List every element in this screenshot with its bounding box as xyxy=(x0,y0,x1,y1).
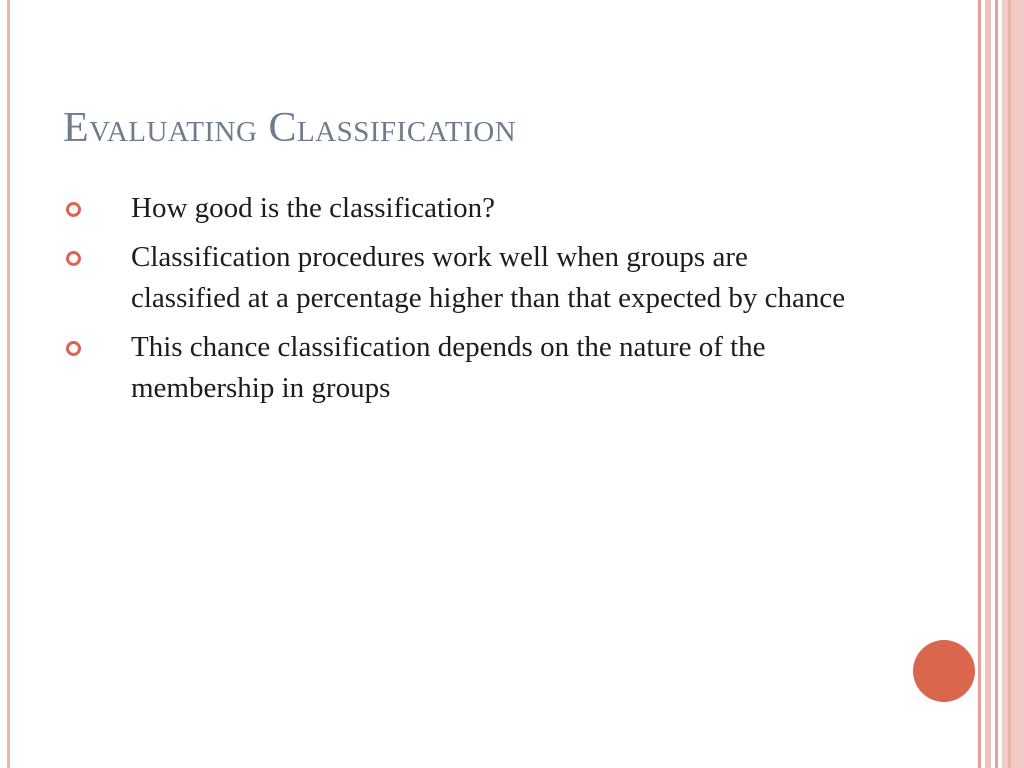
stripe xyxy=(985,0,991,768)
bullet-text: Classification procedures work well when groups are classified at a percentage higher than that expected by chance xyxy=(131,241,846,314)
bullet-ring-icon xyxy=(66,341,81,356)
bullet-text: How good is the classification? xyxy=(131,192,496,224)
bullet-ring-icon xyxy=(66,202,81,217)
right-decorative-stripes xyxy=(978,0,1024,768)
bullet-list xyxy=(62,188,862,417)
bullet-item xyxy=(62,327,862,409)
stripe xyxy=(1008,0,1011,768)
bullet-ring-icon xyxy=(66,251,81,266)
stripe xyxy=(995,0,998,768)
bullet-text: This chance classification depends on the nature of the membership in groups xyxy=(131,331,766,404)
left-border-line xyxy=(7,0,10,768)
bullet-item xyxy=(62,188,862,229)
stripe xyxy=(978,0,981,768)
bullet-item xyxy=(62,237,862,319)
stripe xyxy=(1002,0,1024,768)
decorative-circle xyxy=(913,640,975,702)
slide-title: Evaluating Classification xyxy=(63,105,517,151)
